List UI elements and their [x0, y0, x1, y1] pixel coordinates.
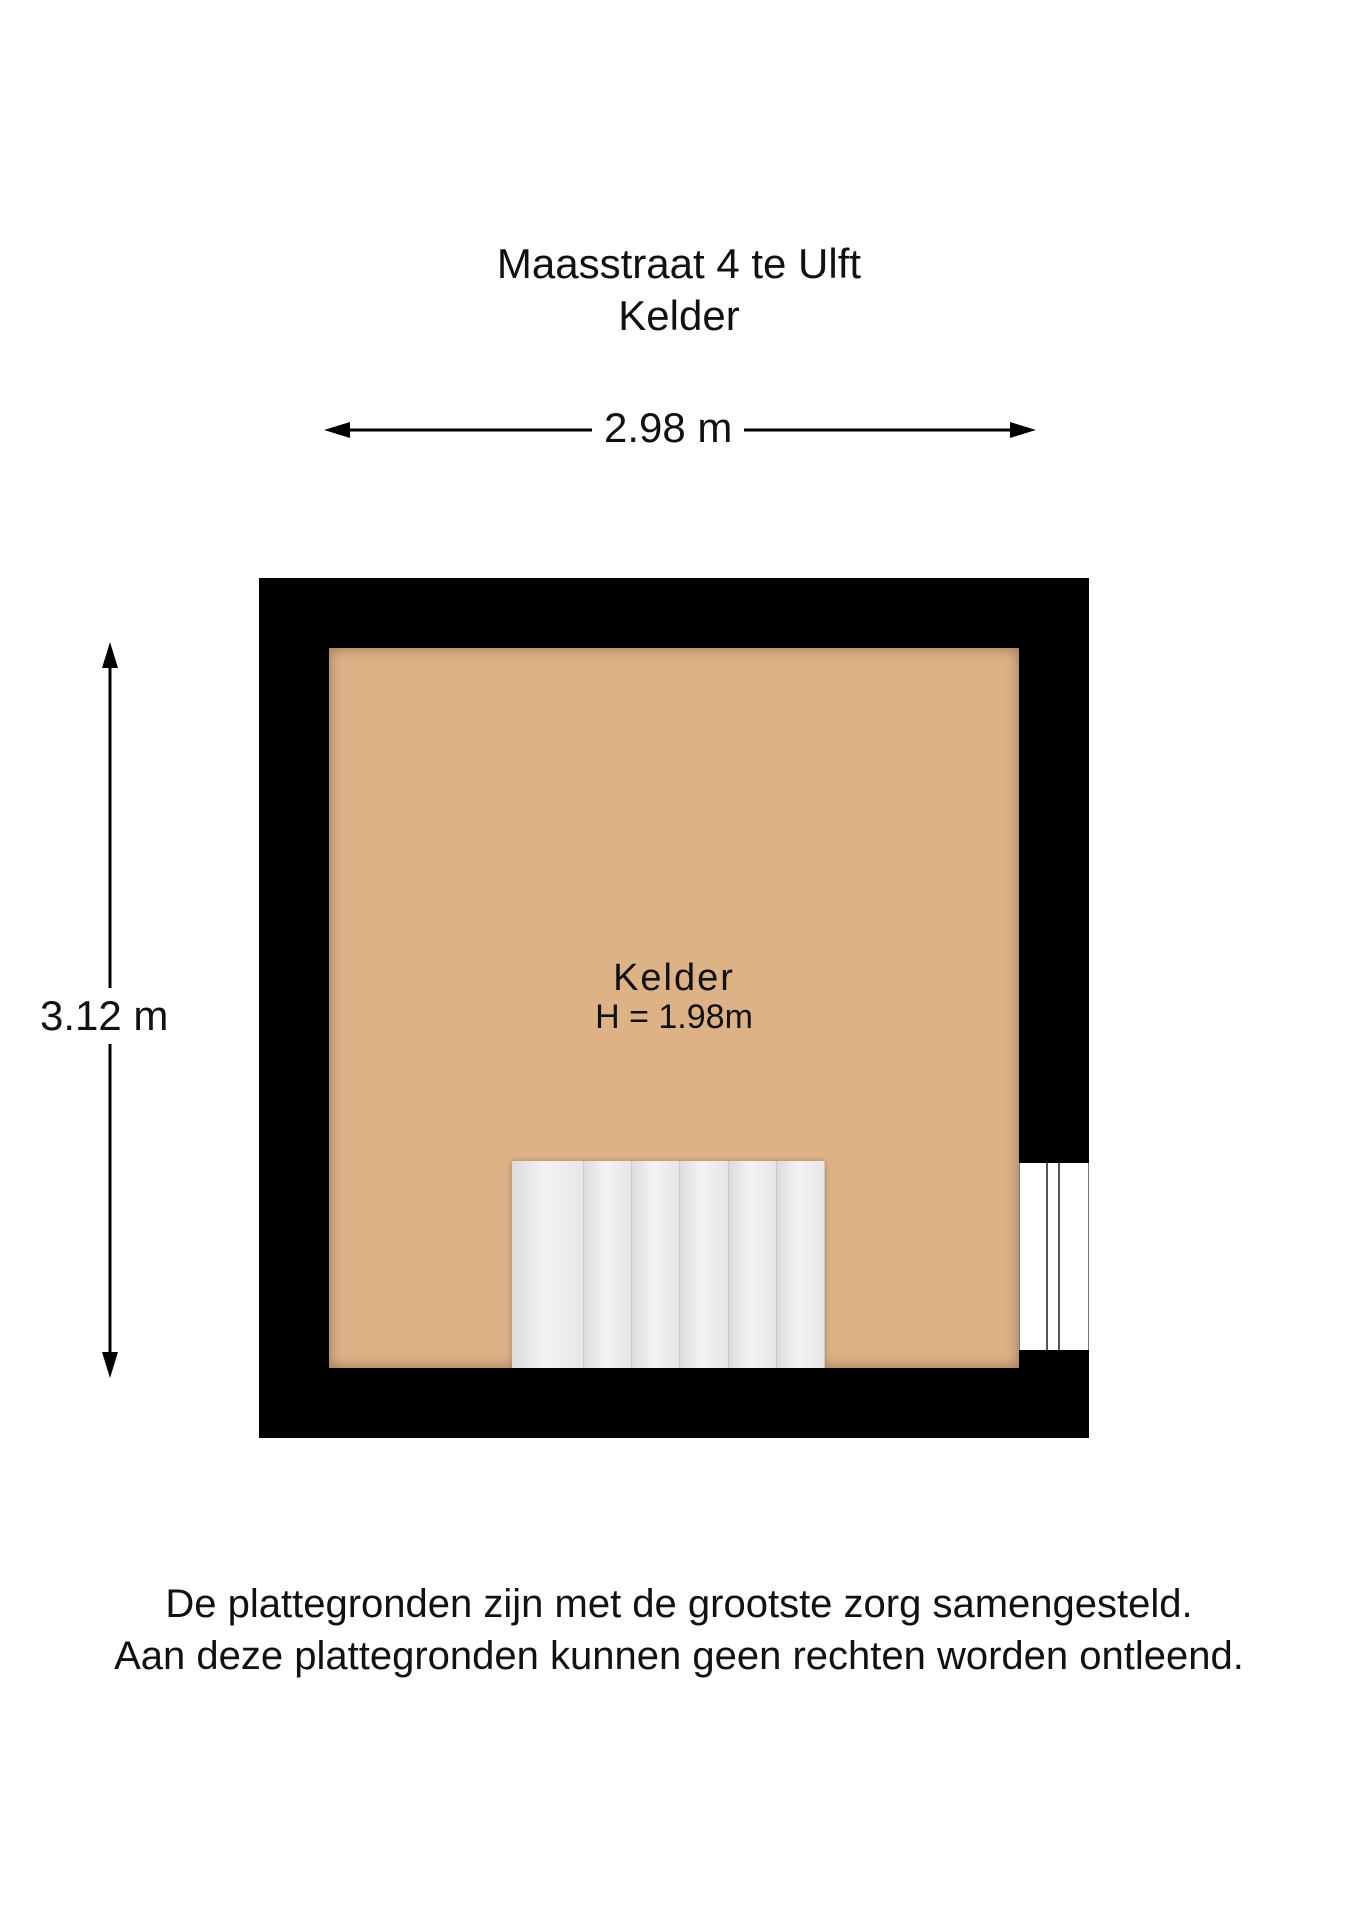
disclaimer-line-2: Aan deze plattegronden kunnen geen rechten worden ontleend.: [114, 1634, 1244, 1678]
window-frame: [1046, 1163, 1060, 1350]
stair-step: [680, 1161, 728, 1368]
stair-step: [584, 1161, 632, 1368]
room-height-label: H = 1.98m: [595, 998, 753, 1036]
window: [1019, 1163, 1089, 1350]
plan-floor-title: Kelder: [618, 292, 740, 339]
plan-address-title: Maasstraat 4 te Ulft: [496, 240, 862, 287]
stair-step: [632, 1161, 680, 1368]
width-dimension-label: 2.98 m: [592, 404, 744, 452]
stair-step: [777, 1161, 825, 1368]
stair-step: [729, 1161, 777, 1368]
disclaimer-line-1: De plattegronden zijn met de grootste zorg samengesteld.: [165, 1582, 1193, 1626]
stair-step: [512, 1161, 584, 1368]
height-dimension-label: 3.12 m: [36, 988, 172, 1044]
staircase: [512, 1161, 825, 1368]
room-name-label: Kelder: [613, 957, 735, 999]
